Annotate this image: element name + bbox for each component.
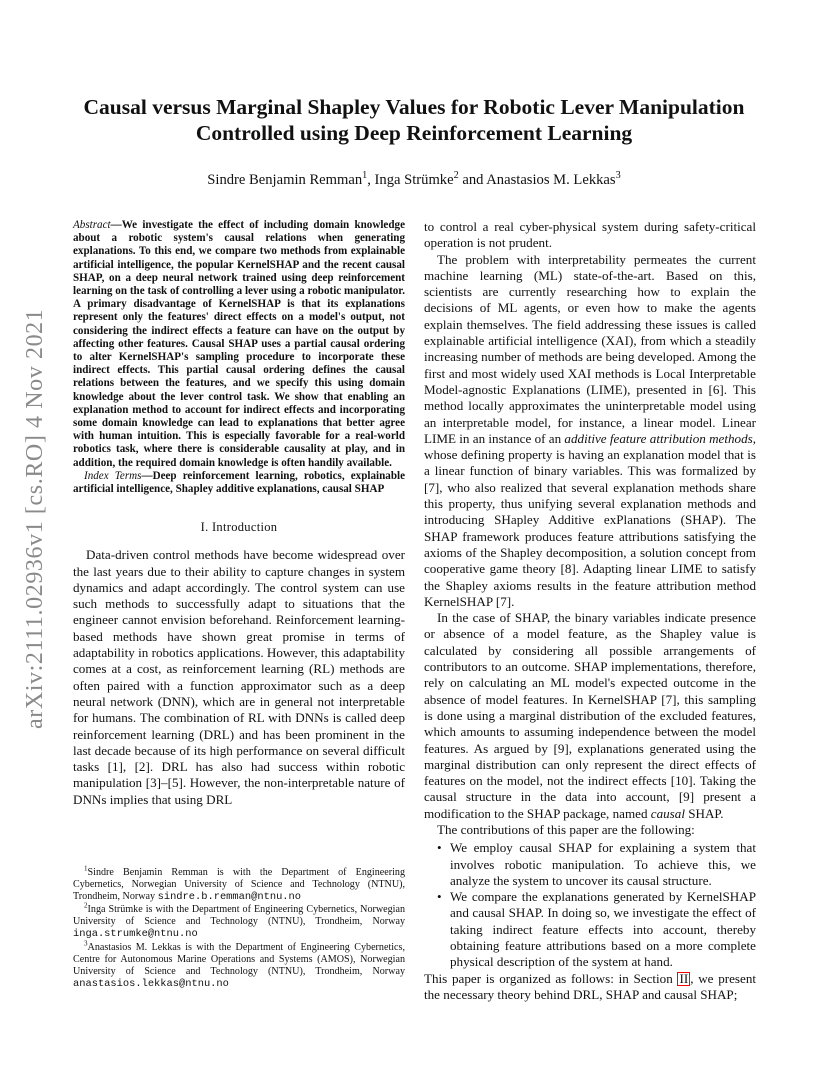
emphasized-term: causal — [650, 805, 685, 821]
author-separator: , — [367, 172, 375, 188]
list-item — [424, 889, 756, 970]
abstract-text: We investigate the effect of including domain knowledge about a robotic system's causal relations when generating explanations. To this end, we compare two methods from explainable artificial intelligence, the popular KernelSHAP and the recent causal SHAP, on a deep neural network trained using deep reinforcement learning on the task of controlling a lever using a robotic manipulator. A primary disadvantage of KernelSHAP is that its explanations represent only the features' direct effects on a model's output, not considering the indirect effects a feature can have on the output by affecting other features. Causal SHAP uses a partial causal ordering to alter KernelSHAP's sampling procedure to incorporate these indirect effects. This partial causal ordering defines the causal relations between the features, and we specify this using domain knowledge about the lever control task. We show that enabling an explanation method to account for indirect effects and incorporating some domain knowledge can lead to explanations that better agree with human intuition. This is especially favorable for a real-world robotics task, where there is considerable causality at play, and in addition, the required domain knowledge is often handily available. — [73, 219, 405, 469]
footnote-2 — [73, 901, 405, 941]
affiliation-mark: 3 — [615, 170, 621, 182]
index-terms — [73, 470, 405, 496]
list-item — [424, 840, 756, 889]
body-text: In the case of SHAP, the binary variables indicate presence or absence of a model feature, as the Shapley value is calculated by considering all possible arrangements of contributors to an outcome. SHAP implementations, therefore, rely on calculating an ML model's expected outcome in the absence of model features. In KernelSHAP [7], this sampling is done using a marginal distribution of the excluded features, which amounts to assuming independence between the model features. As argued by [9], explanations generated using the marginal distribution can only represent the direct effects of features on the model, not the indirect effects [10]. Taking the causal structure in the data into account, [9] present a modification to the SHAP package, named — [424, 610, 756, 821]
body-paragraph: to control a real cyber-physical system during safety-critical operation is not prudent. — [424, 219, 756, 251]
body-paragraph — [424, 252, 756, 611]
email-link[interactable]: anastasios.lekkas@ntnu.no — [73, 977, 229, 990]
footnote-mark: 3 — [84, 939, 88, 948]
index-terms-text: Deep reinforcement learning, robotics, explainable artificial intelligence, Shapley additive explanations, causal SHAP — [73, 469, 405, 496]
author-name: Inga Strümke — [374, 172, 454, 188]
body-text: The problem with interpretability permeates the current machine learning (ML) state-of-the-art. Based on this, scientists are currently researching how to explain the decisions of ML agents, or even how to make the agents explain themselves. The field addressing these issues is called explainable artificial intelligence (XAI), from which a steadily increasing number of methods are being developed. Among the first and most widely used XAI methods is Local Interpretable Model-agnostic Explanations (LIME), presented in [6]. This method locally approximates the uninterpretable model using an interpretable model, for instance, a linear model. Linear LIME in an instance of an — [424, 251, 756, 446]
author-line — [60, 172, 768, 189]
body-paragraph: The contributions of this paper are the following: — [437, 821, 695, 837]
list-item-text: We employ causal SHAP for explaining a system that involves robotic manipulation. To achieve this, we analyze the system to uncover its causal structure. — [450, 840, 756, 888]
index-terms-dash: — — [141, 469, 153, 482]
footnote-3 — [73, 939, 405, 990]
list-item-text: We compare the explanations generated by KernelSHAP and causal SHAP. In doing so, we investigate the effect of taking indirect feature effects into account, thereby obtaining feature attributions based on a more complete physical description of the system at hand. — [450, 889, 756, 970]
section-reference-link[interactable]: II — [679, 970, 689, 986]
abstract-label: Abstract — [73, 219, 111, 231]
footnote-text: Anastasios M. Lekkas is with the Department of Engineering Cybernetics, Centre for Autonomous Marine Operations and Systems (AMOS), Norwegian University of Science and Technology (NTNU), Trondheim, Norway — [73, 941, 405, 977]
body-paragraph — [424, 610, 756, 822]
index-terms-label: Index Terms — [84, 469, 142, 482]
left-column — [73, 219, 405, 808]
footnote-mark: 1 — [84, 864, 88, 873]
author-name: Anastasios M. Lekkas — [486, 172, 616, 188]
introduction-body — [73, 547, 405, 808]
email-link[interactable]: sindre.b.remman@ntnu.no — [157, 891, 302, 904]
author-separator: and — [458, 172, 487, 188]
abstract-dash: — — [110, 219, 122, 231]
author-name: Sindre Benjamin Remman — [207, 172, 363, 188]
body-paragraph — [424, 971, 756, 1004]
affiliation-mark: 1 — [362, 170, 368, 182]
body-text: , whose defining property is having an explanation model that is a linear function of binary variables. This was formalized by [7], who also realized that several explanation methods share this property, thus unifying several explanation methods and introducing SHapley Additive exPlanations (SHAP). The SHAP framework produces feature attributions satisfying the axioms of the Shapley decomposition, a solution concept from cooperative game theory [8]. Adapting linear LIME to satisfy the Shapley axioms results in the feature attribution method KernelSHAP [7]. — [424, 430, 756, 609]
section-heading-introduction: I. Introduction — [200, 520, 278, 535]
abstract — [73, 219, 405, 470]
bullet-icon: • — [437, 889, 442, 905]
footnote-mark: 2 — [84, 901, 88, 910]
footnote-text: Sindre Benjamin Remman is with the Department of Engineering Cybernetics, Norwegian University of Science and Technology (NTNU), Trondheim, Norway — [73, 867, 405, 903]
body-text: , we present the necessary theory behind DRL, SHAP and causal SHAP; — [424, 970, 756, 1002]
body-text: This paper is organized as follows: in Section — [424, 970, 678, 986]
right-column — [424, 219, 756, 1003]
contributions-list — [424, 840, 756, 970]
footnote-text: Inga Strümke is with the Department of Engineering Cybernetics, Norwegian University of Science and Technology (NTNU), Trondheim, Norway — [73, 904, 405, 928]
body-paragraph: Data-driven control methods have become widespread over the last years due to their ability to capture changes in system dynamics and adapt accordingly. The control system can use such methods to successfully adapt to situations that the engineer cannot envision beforehand. Reinforcement learning-based methods have shown great promise in terms of adaptability in robotics applications. However, this adaptability comes at a cost, as reinforcement learning (RL) methods are often paired with a function approximator such as a deep neural network (DNN), which are in general not interpretable for humans. The combination of RL with DNNs is called deep reinforcement learning (DRL) and has been prominent in the last decade because of its high performance on several difficult tasks [1], [2]. DRL has also had success within robotic manipulation [3]–[5]. However, the non-interpretable nature of DNNs implies that using DRL — [73, 547, 405, 807]
emphasized-term: additive feature attribution methods — [564, 430, 753, 446]
paper-title: Causal versus Marginal Shapley Values for Robotic Lever Manipulation Controlled using Deep Reinforcement Learning — [83, 95, 745, 146]
footnotes — [73, 864, 405, 991]
email-link[interactable]: inga.strumke@ntnu.no — [73, 928, 198, 941]
arxiv-identifier: arXiv:2111.02936v1 [cs.RO] 4 Nov 2021 — [22, 308, 48, 730]
affiliation-mark: 2 — [453, 170, 459, 182]
footnote-1 — [73, 864, 405, 904]
body-text: SHAP. — [684, 805, 724, 821]
bullet-icon: • — [437, 840, 442, 856]
